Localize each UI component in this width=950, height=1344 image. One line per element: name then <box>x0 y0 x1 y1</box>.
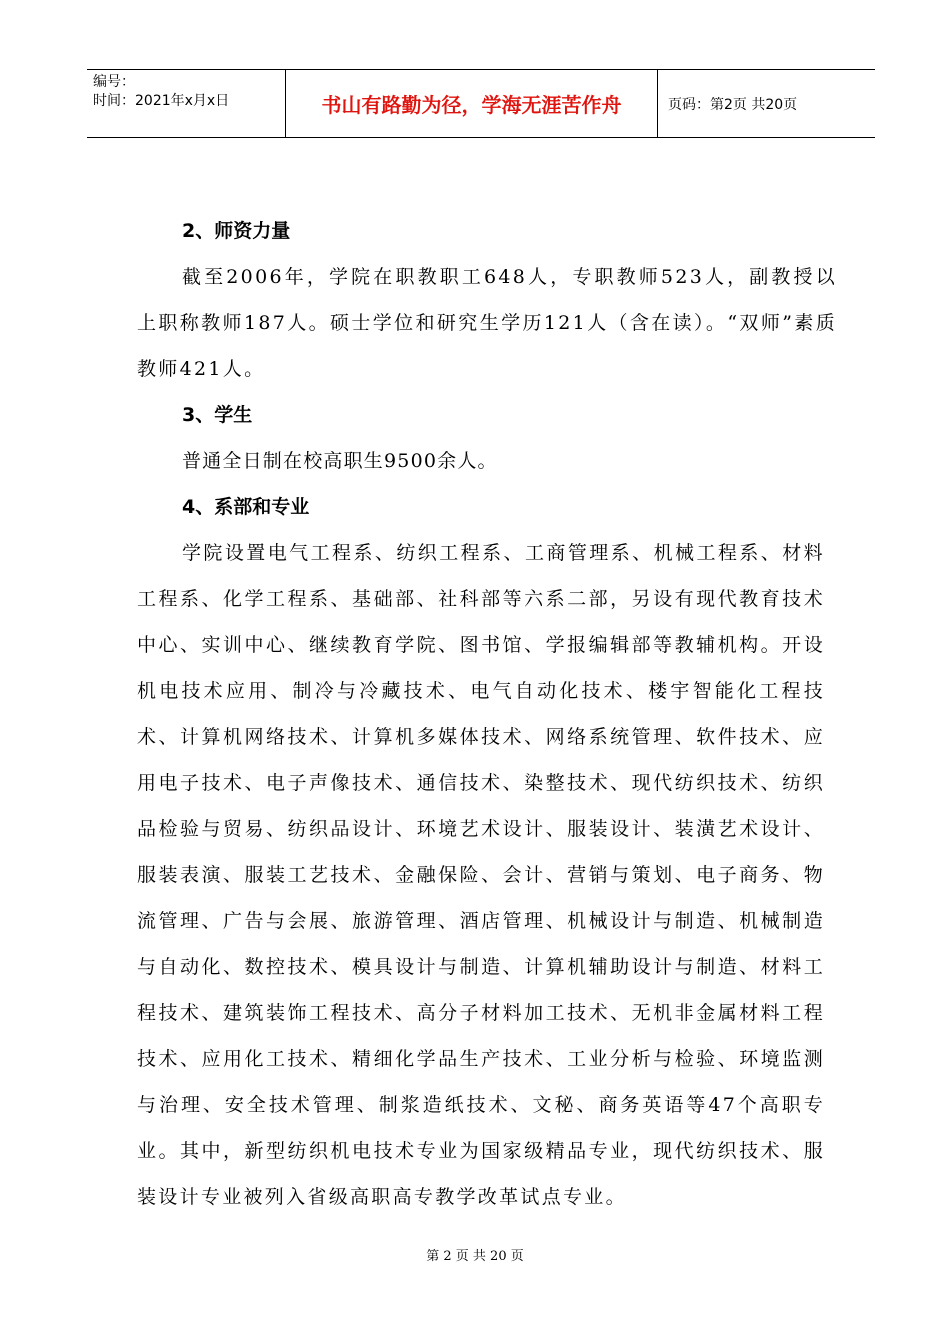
section-heading-faculty: 2、师资力量 <box>182 220 291 242</box>
page-footer: 第 2 页 共 20 页 <box>426 1249 524 1264</box>
number-label: 编号： <box>93 74 135 90</box>
section-paragraph-faculty: 截至2006年，学院在职教职工648人，专职教师523人，副教授以上职称教师187人。硕士学位和研究生学历121人（含在读）。“双师”素质教师421人。 <box>137 266 837 380</box>
section-paragraph-departments: 学院设置电气工程系、纺织工程系、工商管理系、机械工程系、材料工程系、化学工程系、基础部、社科部等六系二部，另设有现代教育技术中心、实训中心、继续教育学院、图书馆、学报编辑部等教辅机构。开设机电技术应用、制冷与冷藏技术、电气自动化技术、楼宇智能化工程技术、计算机网络技术、计算机多媒体技术、网络系统管理、软件技术、应用电子技术、电子声像技术、通信技术、染整技术、现代纺织技术、纺织品检验与贸易、纺织品设计、环境艺术设计、服装设计、装潢艺术设计、服装表演、服装工艺技术、金融保险、会计、营销与策划、电子商务、物流管理、广告与会展、旅游管理、酒店管理、机械设计与制造、机械制造与自动化、数控技术、模具设计与制造、计算机辅助设计与制造、材料工程技术、建筑装饰工程技术、高分子材料加工技术、无机非金属材料工程技术、应用化工技术、精细化学品生产技术、工业分析与检验、环境监测与治理、安全技术管理、制浆造纸技术、文秘、商务英语等47个高职专业。其中，新型纺织机电技术专业为国家级精品专业，现代纺织技术、服装设计专业被列入省级高职高专教学改革试点专业。 <box>137 542 825 1208</box>
section-heading-students: 3、学生 <box>182 404 253 426</box>
section-paragraph-students: 普通全日制在校高职生9500余人。 <box>182 450 498 472</box>
page-header <box>87 69 875 138</box>
time-label: 时间：2021年x月x日 <box>93 93 230 109</box>
section-heading-departments: 4、系部和专业 <box>182 496 310 518</box>
header-motto: 书山有路勤为径，学海无涯苦作舟 <box>285 70 658 137</box>
document-body <box>137 208 837 1220</box>
header-meta <box>87 70 285 137</box>
header-page-label: 页码：第2页 共20页 <box>668 96 798 113</box>
